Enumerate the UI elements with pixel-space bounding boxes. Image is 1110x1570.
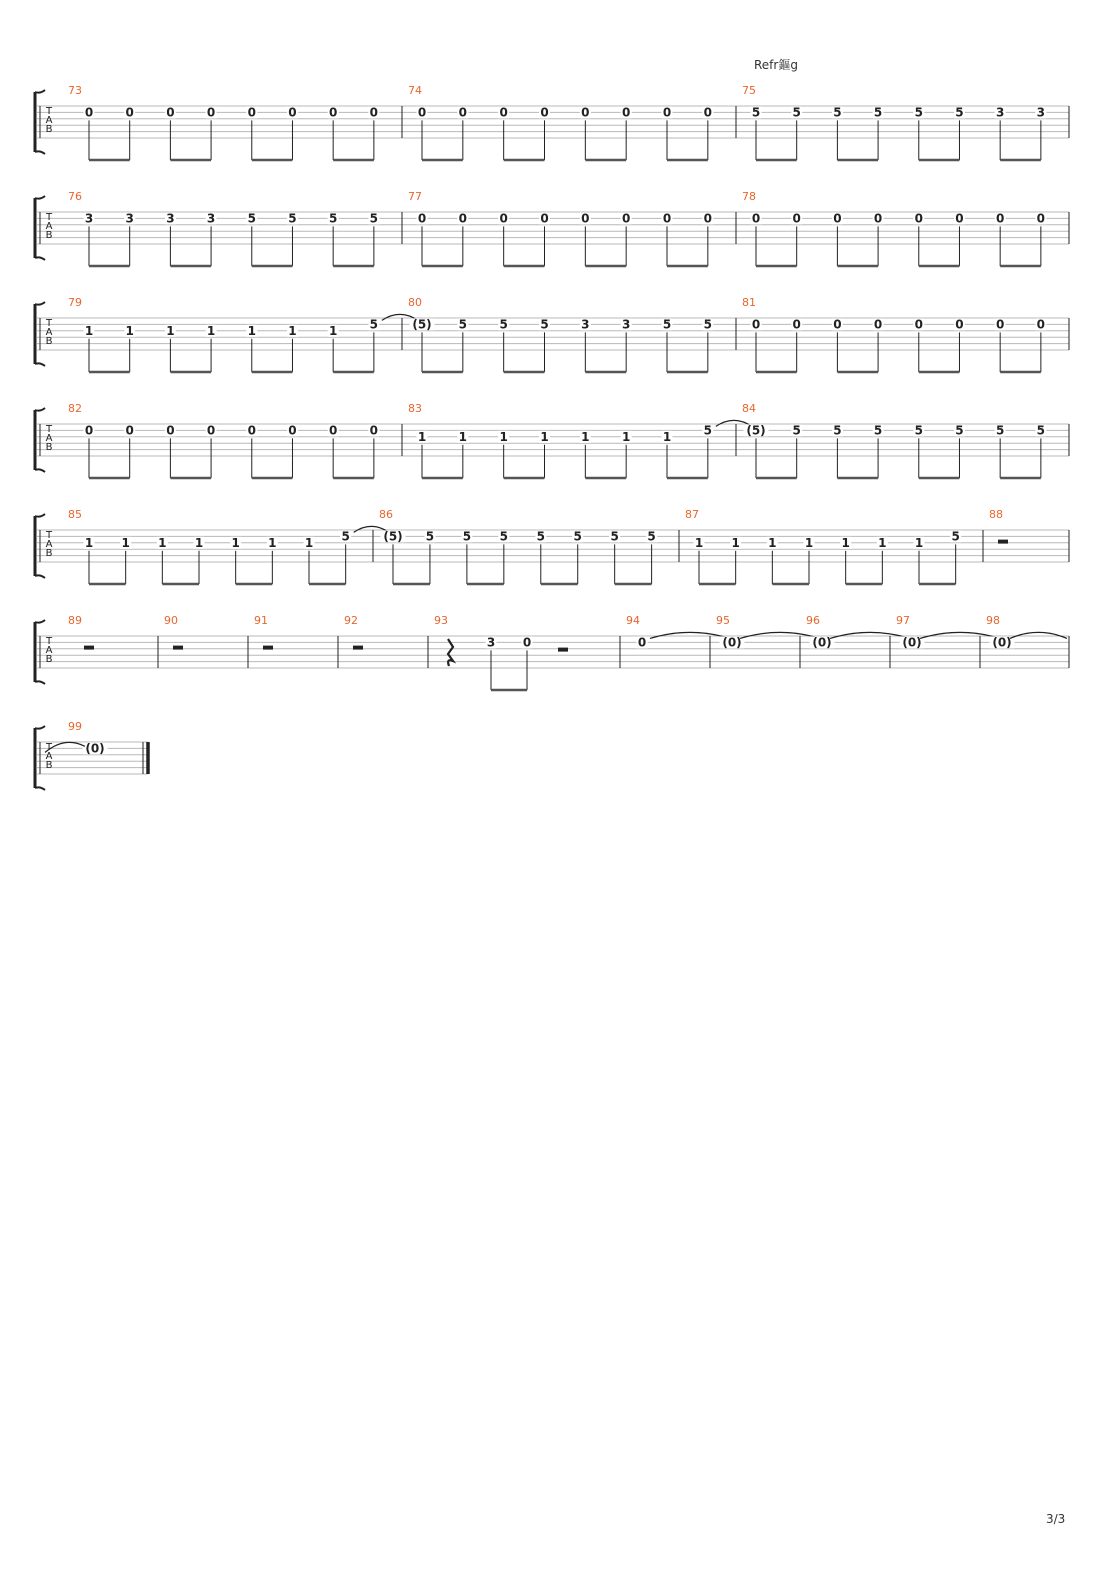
fret-number: 1 <box>158 535 167 550</box>
measure-number: 80 <box>408 296 422 309</box>
fret-number: 0 <box>955 211 964 226</box>
measure-number: 83 <box>408 402 422 415</box>
fret-number: 0 <box>1036 317 1046 332</box>
measure-number: 78 <box>742 190 756 203</box>
tie-arc <box>920 632 1000 638</box>
fret-number: 0 <box>703 211 713 226</box>
half-rest <box>263 646 273 650</box>
fret-number: 5 <box>873 423 883 438</box>
fret-number: 1 <box>540 429 549 444</box>
tab-clef-letter: B <box>45 548 53 559</box>
bracket-bottom-hook <box>35 363 45 366</box>
fret-number: 0 <box>637 635 647 650</box>
fret-number: 5 <box>914 105 923 120</box>
fret-number: 5 <box>425 529 435 544</box>
fret-number: 0 <box>417 105 427 120</box>
fret-number: 0 <box>873 317 883 332</box>
measure-number: 87 <box>685 508 699 521</box>
fret-number: 5 <box>341 529 350 544</box>
fret-number: 0 <box>499 211 508 226</box>
tab-clef-letter: B <box>45 654 53 665</box>
fret-number: 0 <box>125 105 134 120</box>
fret-number: 0 <box>166 105 175 120</box>
tab-clef-letter: A <box>45 221 53 232</box>
fret-number: 0 <box>792 211 801 226</box>
tab-clef-letter: B <box>45 124 53 135</box>
fret-number: 0 <box>499 105 508 120</box>
measure-number: 89 <box>68 614 82 627</box>
fret-number: 5 <box>751 105 761 120</box>
bracket-top-hook <box>35 620 45 623</box>
fret-number: 5 <box>792 105 801 120</box>
fret-number: 1 <box>84 323 94 338</box>
fret-number: 5 <box>536 529 545 544</box>
fret-number: 0 <box>662 105 672 120</box>
fret-number: 5 <box>328 211 338 226</box>
tab-clef-letter: B <box>45 442 53 453</box>
measure-number: 86 <box>379 508 393 521</box>
fret-number: 1 <box>304 535 314 550</box>
fret-number: 5 <box>703 423 713 438</box>
bracket-bottom-hook <box>35 575 45 578</box>
fret-number: (0) <box>992 635 1012 650</box>
measure-number: 93 <box>434 614 448 627</box>
fret-number: 0 <box>914 211 923 226</box>
half-rest <box>84 646 94 650</box>
fret-number: 0 <box>522 635 532 650</box>
fret-number: 0 <box>873 211 883 226</box>
fret-number: 5 <box>792 423 801 438</box>
fret-number: 0 <box>247 105 256 120</box>
fret-number: 0 <box>581 211 590 226</box>
fret-number: (0) <box>722 635 742 650</box>
bracket-top-hook <box>35 90 45 93</box>
fret-number: 0 <box>914 317 923 332</box>
bracket-top-hook <box>35 726 45 729</box>
fret-number: 0 <box>621 105 631 120</box>
fret-number: 5 <box>247 211 256 226</box>
fret-number: 0 <box>458 211 468 226</box>
tab-clef-letter: T <box>45 212 53 223</box>
bracket-bottom-hook <box>35 787 45 790</box>
fret-number: 0 <box>458 105 468 120</box>
measure-number: 84 <box>742 402 756 415</box>
fret-number: 0 <box>581 105 590 120</box>
bracket-top-hook <box>35 196 45 199</box>
bracket-bottom-hook <box>35 151 45 154</box>
fret-number: 5 <box>951 529 960 544</box>
tab-clef-letter: A <box>45 433 53 444</box>
fret-number: (0) <box>812 635 832 650</box>
fret-number: 0 <box>288 423 297 438</box>
fret-number: 5 <box>610 529 619 544</box>
tab-clef-letter: A <box>45 327 53 338</box>
fret-number: 0 <box>833 211 842 226</box>
tab-clef-letter: A <box>45 539 53 550</box>
fret-number: 3 <box>1036 105 1046 120</box>
measure-number: 77 <box>408 190 422 203</box>
fret-number: 5 <box>369 211 379 226</box>
tab-clef-letter: B <box>45 230 53 241</box>
fret-number: 1 <box>288 323 297 338</box>
fret-number: 0 <box>792 317 801 332</box>
fret-number: 3 <box>166 211 175 226</box>
fret-number: 0 <box>328 423 338 438</box>
fret-number: 1 <box>768 535 777 550</box>
fret-number: 3 <box>125 211 134 226</box>
tie-arc <box>1010 632 1067 638</box>
tab-clef-letter: T <box>45 636 53 647</box>
fret-number: 5 <box>873 105 883 120</box>
fret-number: 3 <box>206 211 216 226</box>
fret-number: 1 <box>694 535 704 550</box>
fret-number: 5 <box>914 423 923 438</box>
fret-number: 0 <box>540 105 549 120</box>
fret-number: 3 <box>995 105 1005 120</box>
measure-number: 92 <box>344 614 358 627</box>
bracket-top-hook <box>35 408 45 411</box>
fret-number: 0 <box>166 423 175 438</box>
fret-number: 1 <box>84 535 94 550</box>
tab-clef-letter: T <box>45 106 53 117</box>
fret-number: 0 <box>328 105 338 120</box>
fret-number: 0 <box>84 423 94 438</box>
tab-clef-letter: A <box>45 645 53 656</box>
fret-number: 1 <box>206 323 216 338</box>
fret-number: 1 <box>841 535 850 550</box>
fret-number: 5 <box>703 317 713 332</box>
fret-number: 0 <box>751 317 761 332</box>
half-rest <box>173 646 183 650</box>
fret-number: 5 <box>499 317 508 332</box>
fret-number: 0 <box>206 423 216 438</box>
measure-number: 76 <box>68 190 82 203</box>
fret-number: 1 <box>194 535 204 550</box>
bracket-bottom-hook <box>35 257 45 260</box>
fret-number: 1 <box>231 535 240 550</box>
page-number: 3/3 <box>1046 1512 1066 1526</box>
measure-number: 82 <box>68 402 82 415</box>
fret-number: 5 <box>499 529 509 544</box>
measure-number: 98 <box>986 614 1000 627</box>
fret-number: 5 <box>995 423 1005 438</box>
fret-number: (5) <box>412 317 432 332</box>
measure-number: 85 <box>68 508 82 521</box>
bracket-top-hook <box>35 302 45 305</box>
fret-number: 0 <box>417 211 427 226</box>
fret-number: 1 <box>268 535 277 550</box>
fret-number: 0 <box>288 105 297 120</box>
fret-number: 5 <box>955 105 964 120</box>
fret-number: 1 <box>166 323 175 338</box>
fret-number: 1 <box>581 429 590 444</box>
tab-clef-letter: T <box>45 742 53 753</box>
tab-clef-letter: A <box>45 751 53 762</box>
fret-number: 5 <box>369 317 379 332</box>
fret-number: 0 <box>621 211 631 226</box>
fret-number: 1 <box>621 429 631 444</box>
fret-number: 1 <box>914 535 924 550</box>
fret-number: 0 <box>1036 211 1046 226</box>
fret-number: 1 <box>878 535 887 550</box>
fret-number: 1 <box>121 535 130 550</box>
fret-number: (0) <box>902 635 922 650</box>
fret-number: 1 <box>804 535 814 550</box>
fret-number: 0 <box>662 211 672 226</box>
fret-number: 1 <box>125 323 134 338</box>
section-label: Refr鏂g <box>754 58 798 72</box>
fret-number: 1 <box>417 429 427 444</box>
fret-number: 1 <box>662 429 672 444</box>
measure-number: 90 <box>164 614 178 627</box>
tab-clef-letter: T <box>45 318 53 329</box>
measure-number: 75 <box>742 84 756 97</box>
measure-number: 73 <box>68 84 82 97</box>
fret-number: 5 <box>955 423 964 438</box>
measure-number: 94 <box>626 614 640 627</box>
fret-number: 3 <box>621 317 631 332</box>
tie-arc <box>740 632 820 638</box>
fret-number: 0 <box>995 211 1005 226</box>
fret-number: 0 <box>125 423 134 438</box>
fret-number: 3 <box>581 317 590 332</box>
tab-clef-letter: A <box>45 115 53 126</box>
fret-number: 1 <box>499 429 508 444</box>
tab-clef-letter: T <box>45 424 53 435</box>
half-rest <box>998 540 1008 544</box>
measure-number: 96 <box>806 614 820 627</box>
fret-number: 1 <box>328 323 338 338</box>
fret-number: 1 <box>247 323 256 338</box>
tab-clef-letter: B <box>45 760 53 771</box>
measure-number: 81 <box>742 296 756 309</box>
tab-clef-letter: T <box>45 530 53 541</box>
tie-arc <box>830 632 910 638</box>
fret-number: 0 <box>751 211 761 226</box>
measure-number: 74 <box>408 84 422 97</box>
half-rest <box>353 646 363 650</box>
fret-number: 5 <box>573 529 582 544</box>
fret-number: 5 <box>458 317 468 332</box>
fret-number: 0 <box>955 317 964 332</box>
tab-clef-letter: B <box>45 336 53 347</box>
fret-number: (5) <box>383 529 403 544</box>
fret-number: 5 <box>833 105 842 120</box>
half-rest <box>558 648 568 652</box>
fret-number: 5 <box>662 317 672 332</box>
fret-number: 5 <box>1036 423 1046 438</box>
fret-number: 0 <box>995 317 1005 332</box>
fret-number: 5 <box>647 529 656 544</box>
fret-number: (0) <box>85 741 105 756</box>
fret-number: 5 <box>462 529 472 544</box>
fret-number: 1 <box>458 429 468 444</box>
measure-number: 79 <box>68 296 82 309</box>
fret-number: 0 <box>206 105 216 120</box>
fret-number: 0 <box>369 423 379 438</box>
fret-number: (5) <box>746 423 766 438</box>
fret-number: 3 <box>486 635 496 650</box>
tie-arc <box>650 632 730 638</box>
fret-number: 5 <box>833 423 842 438</box>
measure-number: 91 <box>254 614 268 627</box>
fret-number: 0 <box>833 317 842 332</box>
measure-number: 97 <box>896 614 910 627</box>
bracket-bottom-hook <box>35 469 45 472</box>
fret-number: 0 <box>84 105 94 120</box>
fret-number: 0 <box>369 105 379 120</box>
fret-number: 0 <box>247 423 256 438</box>
fret-number: 5 <box>540 317 549 332</box>
fret-number: 0 <box>703 105 713 120</box>
fret-number: 1 <box>731 535 740 550</box>
fret-number: 5 <box>288 211 297 226</box>
fret-number: 0 <box>540 211 549 226</box>
measure-number: 95 <box>716 614 730 627</box>
bracket-bottom-hook <box>35 681 45 684</box>
measure-number: 88 <box>989 508 1003 521</box>
bracket-top-hook <box>35 514 45 517</box>
fret-number: 3 <box>84 211 94 226</box>
measure-number: 99 <box>68 720 82 733</box>
